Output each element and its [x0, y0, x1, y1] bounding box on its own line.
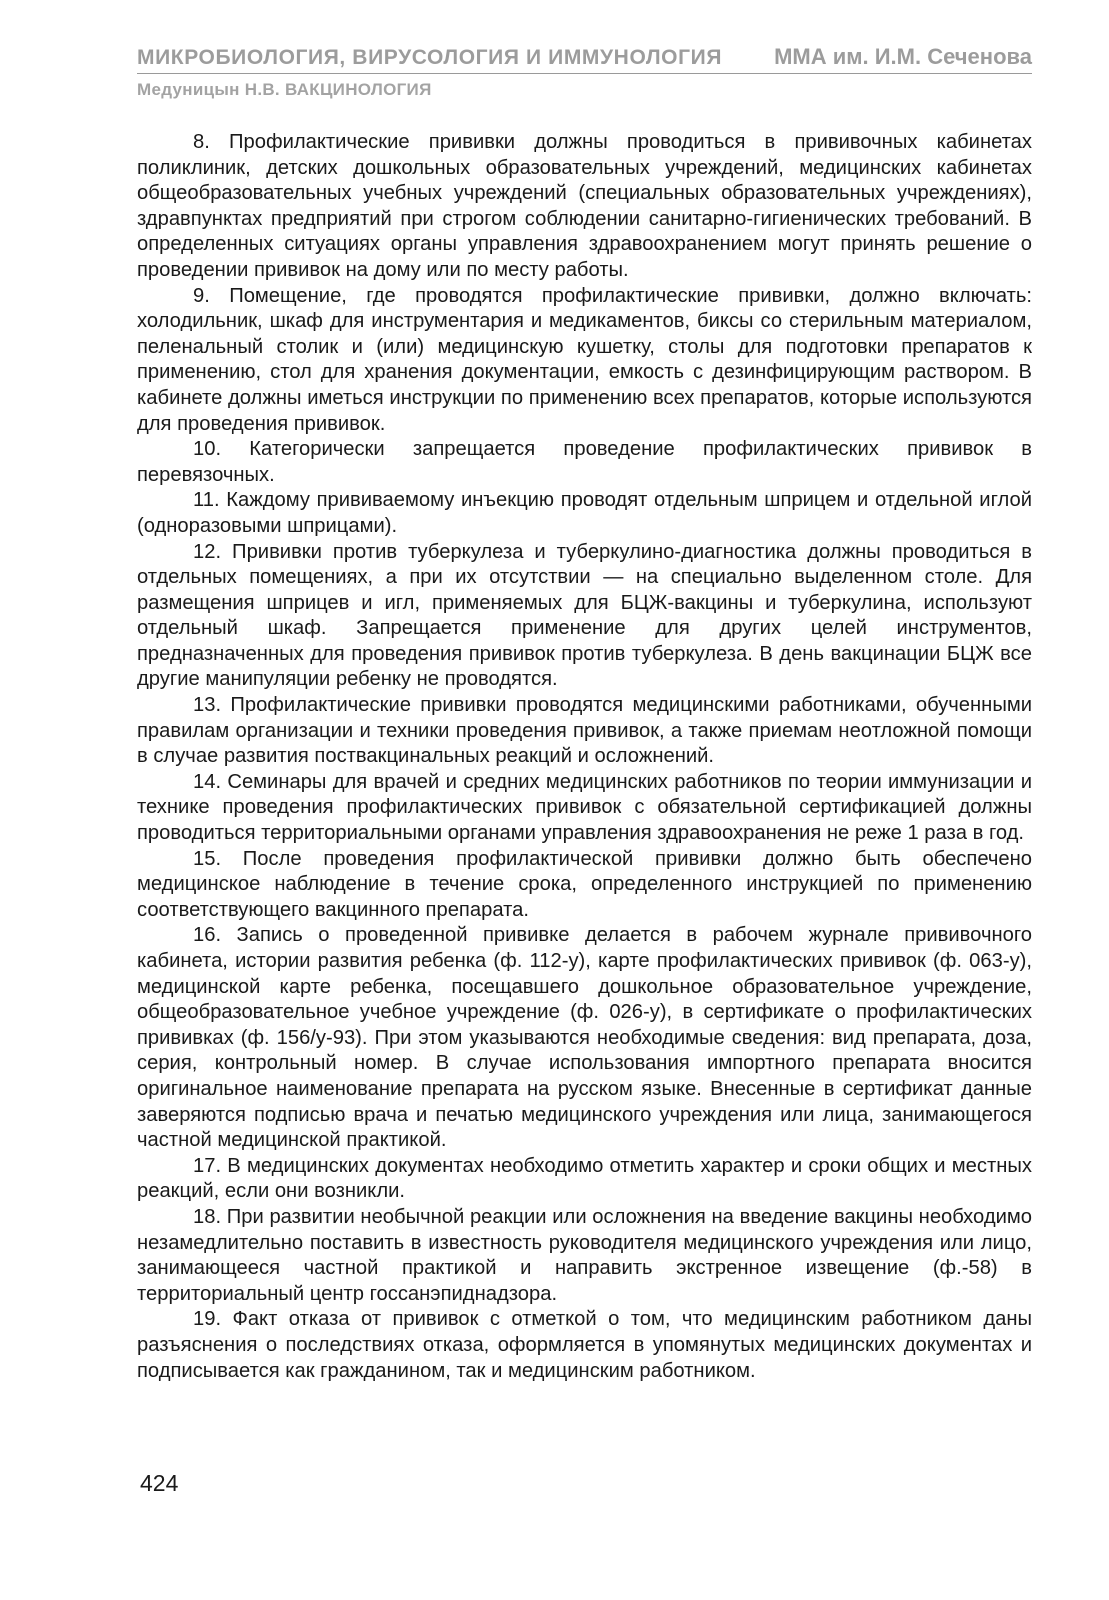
- header-book-title: Медуницын Н.В. ВАКЦИНОЛОГИЯ: [137, 80, 432, 99]
- page-number: 424: [140, 1470, 179, 1496]
- paragraph-14: 14. Семинары для врачей и средних медицинских работников по теории иммунизации и технике проведения профилактических прививок с обязательной сертификацией должны проводиться территориальными органами управления здравоохранения не реже 1 раза в год.: [137, 770, 1032, 845]
- header-row: [137, 44, 1032, 74]
- paragraph-8: 8. Профилактические прививки должны проводиться в прививочных кабинетах поликлиник, детских дошкольных образовательных учреждений, медицинских кабинетах общеобразовательных учебных учреждений (специальных образовательных учреждениях), здравпунктах предприятий при строгом соблюдении санитарно-гигиенических требований. В определенных ситуациях органы управления здравоохранением могут принять решение о проведении прививок на дому или по месту работы.: [137, 131, 1032, 281]
- paragraph-9: 9. Помещение, где проводятся профилактические прививки, должно включать: холодильник, шкаф для инструментария и медикаментов, биксы со стерильным материалом, пеленальный столик и (или) медицинскую кушетку, столы для подготовки препаратов к применению, стол для хранения документации, емкость с дезинфицирующим раствором. В кабинете должны иметься инструкции по применению всех препаратов, которые используются для проведения прививок.: [137, 284, 1032, 435]
- paragraph-15: 15. После проведения профилактической прививки должно быть обеспечено медицинское наблюдение в течение срока, определенного инструкцией по применению соответствующего вакцинного препарата.: [137, 847, 1032, 921]
- running-header: [137, 44, 1032, 100]
- paragraph-12: 12. Прививки против туберкулеза и туберкулино-диагностика должны проводиться в отдельных помещениях, а при их отсутствии — на специально выделенном столе. Для размещения шприцев и игл, применяемых для БЦЖ-вакцины и туберкулина, используют отдельный шкаф. Запрещается применение для других целей инструментов, предназначенных для проведения прививок против туберкулеза. В день вакцинации БЦЖ все другие манипуляции ребенку не проводятся.: [137, 540, 1032, 691]
- paragraph-11: 11. Каждому прививаемому инъекцию проводят отдельным шприцем и отдельной иглой (одноразовыми шприцами).: [137, 489, 1032, 537]
- header-subject-title: МИКРОБИОЛОГИЯ, ВИРУСОЛОГИЯ И ИММУНОЛОГИЯ: [137, 46, 723, 69]
- paragraph-10: 10. Категорически запрещается проведение профилактических прививок в перевязочных.: [137, 438, 1032, 486]
- paragraph-16: 16. Запись о проведенной прививке делается в рабочем журнале прививочного кабинета, истории развития ребенка (ф. 112-у), карте профилактических прививок (ф. 063-у), медицинской карте ребенка, посещавшего дошкольное образовательное учреждение, общеобразовательное учебное учреждение (ф. 026-у), в сертификате о профилактических прививках (ф. 156/у-93). При этом указываются необходимые сведения: вид препарата, доза, серия, контрольный номер. В случае использования импортного препарата вносится оригинальное наименование препарата на русском языке. Внесенные в сертификат данные заверяются подписью врача и печатью медицинского учреждения или лица, занимающегося частной медицинской практикой.: [137, 924, 1032, 1152]
- paragraph-17: 17. В медицинских документах необходимо отметить характер и сроки общих и местных реакций, если они возникли.: [137, 1154, 1032, 1203]
- paragraph-13: 13. Профилактические прививки проводятся медицинскими работниками, обученными правилам организации и техники проведения прививок, а также приемам неотложной помощи в случае развития поствакцинальных реакций и осложнений.: [137, 694, 1032, 768]
- body-text: [137, 130, 1032, 1384]
- header-institution: ММА им. И.М. Сеченова: [774, 44, 1032, 69]
- paragraph-19: 19. Факт отказа от прививок с отметкой о том, что медицинским работником даны разъяснения о последствиях отказа, оформляется в упомянутых медицинских документах и подписывается как гражданином, так и медицинским работником.: [137, 1308, 1032, 1382]
- paragraph-18: 18. При развитии необычной реакции или осложнения на введение вакцины необходимо незамедлительно поставить в известность руководителя медицинского учреждения или лицо, занимающееся частной практикой и направить экстренное извещение (ф.-58) в территориальный центр госсанэпиднадзора.: [137, 1205, 1032, 1305]
